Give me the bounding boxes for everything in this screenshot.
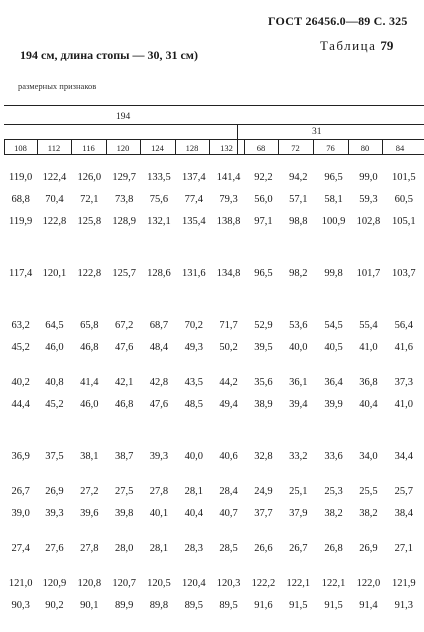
table-cell: 94,2 <box>289 171 308 183</box>
table-cell: 33,6 <box>324 450 343 462</box>
table-cell: 40,4 <box>359 398 378 410</box>
table-cell: 96,5 <box>254 267 273 279</box>
table-cell: 137,4 <box>181 171 206 183</box>
table-cell: 37,5 <box>45 450 64 462</box>
table-cell: 27,4 <box>11 542 30 554</box>
table-cell: 34,0 <box>359 450 378 462</box>
table-cell: 40,8 <box>45 376 64 388</box>
table-cell: 41,6 <box>394 341 413 353</box>
row-spacer <box>4 232 422 262</box>
table-cell: 46,8 <box>114 398 134 410</box>
table-cell: 122,8 <box>77 267 102 279</box>
table-row <box>4 502 422 524</box>
subheading: 194 см, длина стопы — 30, 31 см) <box>20 48 198 62</box>
table-cell: 25,3 <box>324 485 343 497</box>
table-cell: 37,9 <box>289 507 308 519</box>
table-cell: 28,5 <box>219 542 238 554</box>
table-cell: 55,4 <box>359 319 378 331</box>
table-cell: 47,6 <box>114 341 134 353</box>
column-separator <box>313 140 314 154</box>
table-cell: 64,5 <box>45 319 64 331</box>
table-cell: 135,4 <box>181 215 206 227</box>
table-cell: 27,5 <box>114 485 134 497</box>
table-cell: 120,3 <box>216 577 241 589</box>
measurement-table <box>4 166 422 616</box>
table-row <box>4 210 422 232</box>
table-cell: 38,2 <box>359 507 378 519</box>
table-cell: 40,1 <box>149 507 169 519</box>
group-label-foot: 31 <box>312 127 322 137</box>
table-cell: 41,0 <box>394 398 413 410</box>
table-cell: 75,6 <box>149 193 169 205</box>
table-cell: 117,4 <box>9 267 33 279</box>
table-cell: 90,3 <box>11 599 30 611</box>
table-cell: 35,6 <box>254 376 273 388</box>
table-cell: 101,5 <box>391 171 416 183</box>
spacer-cell <box>4 232 422 262</box>
table-cell: 120,7 <box>112 577 136 589</box>
table-cell: 40,7 <box>219 507 238 519</box>
table-cell: 120,9 <box>42 577 67 589</box>
table-cell: 40,4 <box>184 507 203 519</box>
table-cell: 128,9 <box>112 215 136 227</box>
table-cell: 28,3 <box>184 542 203 554</box>
spacer-cell <box>4 467 422 480</box>
column-header: 76 <box>326 143 335 153</box>
table-cell: 120,1 <box>42 267 67 279</box>
table-cell: 26,6 <box>254 542 273 554</box>
table-cell: 73,8 <box>114 193 134 205</box>
table-cell: 26,9 <box>45 485 64 497</box>
table-cell: 39,6 <box>80 507 99 519</box>
table-ref <box>320 38 393 54</box>
column-header: 116 <box>82 143 95 153</box>
column-separator <box>382 140 383 154</box>
table-cell: 89,5 <box>184 599 203 611</box>
table-cell: 44,2 <box>219 376 238 388</box>
row-spacer <box>4 358 422 371</box>
table-row <box>4 262 422 284</box>
table-cell: 91,5 <box>289 599 308 611</box>
table-cell: 40,0 <box>184 450 203 462</box>
table-cell: 50,2 <box>219 341 238 353</box>
table-cell: 28,1 <box>184 485 203 497</box>
table-cell: 122,1 <box>321 577 346 589</box>
page-ref: ГОСТ 26456.0—89 С. 325 <box>268 14 408 28</box>
table-cell: 27,2 <box>80 485 99 497</box>
table-cell: 38,4 <box>394 507 413 519</box>
table-cell: 32,8 <box>254 450 273 462</box>
table-cell: 43,5 <box>184 376 203 388</box>
table-cell: 49,3 <box>184 341 203 353</box>
table-cell: 49,4 <box>219 398 238 410</box>
table-cell: 77,4 <box>184 193 203 205</box>
table-cell: 122,2 <box>251 577 276 589</box>
table-cell: 89,5 <box>219 599 238 611</box>
table-cell: 119,9 <box>9 215 33 227</box>
header-rule-top <box>4 105 424 106</box>
column-separator <box>348 140 349 154</box>
table-cell: 60,5 <box>394 193 413 205</box>
table-cell: 129,7 <box>112 171 136 183</box>
table-cell: 39,3 <box>45 507 64 519</box>
table-cell: 37,3 <box>394 376 413 388</box>
table-cell: 102,8 <box>356 215 381 227</box>
spacer-cell <box>4 415 422 445</box>
table-cell: 138,8 <box>216 215 241 227</box>
table-cell: 27,8 <box>80 542 99 554</box>
table-cell: 33,2 <box>289 450 308 462</box>
table-row <box>4 393 422 415</box>
column-header: 128 <box>185 143 199 153</box>
table-cell: 120,8 <box>77 577 102 589</box>
spacer-cell <box>4 284 422 314</box>
table-cell: 134,8 <box>216 267 241 279</box>
table-cell: 45,2 <box>11 341 30 353</box>
table-cell: 90,1 <box>80 599 99 611</box>
table-cell: 65,8 <box>80 319 99 331</box>
table-cell: 126,0 <box>77 171 102 183</box>
table-row <box>4 572 422 594</box>
table-cell: 40,2 <box>11 376 30 388</box>
table-cell: 122,4 <box>42 171 67 183</box>
header-rule-groups <box>4 139 424 140</box>
table-cell: 38,7 <box>114 450 134 462</box>
table-cell: 122,0 <box>356 577 381 589</box>
table-cell: 98,2 <box>289 267 308 279</box>
table-cell: 38,1 <box>80 450 99 462</box>
column-separator <box>71 140 72 154</box>
table-cell: 91,3 <box>394 599 413 611</box>
table-cell: 56,0 <box>254 193 273 205</box>
table-cell: 25,7 <box>394 485 413 497</box>
group-label-height: 194 <box>116 112 131 122</box>
table-number: 79 <box>380 38 394 53</box>
table-cell: 40,5 <box>324 341 343 353</box>
table-cell: 46,8 <box>80 341 99 353</box>
table-cell: 128,6 <box>147 267 171 279</box>
spacer-cell <box>4 559 422 572</box>
table-row <box>4 371 422 393</box>
table-cell: 120,4 <box>181 577 206 589</box>
table-cell: 105,1 <box>391 215 416 227</box>
table-cell: 141,4 <box>216 171 241 183</box>
table-cell: 27,6 <box>45 542 64 554</box>
table-cell: 28,0 <box>114 542 134 554</box>
table-cell: 99,8 <box>324 267 343 279</box>
table-cell: 91,6 <box>254 599 273 611</box>
table-cell: 48,5 <box>184 398 203 410</box>
table-cell: 27,1 <box>394 542 413 554</box>
header-rule-mid <box>4 124 424 125</box>
table-cell: 25,5 <box>359 485 378 497</box>
table-cell: 96,5 <box>324 171 343 183</box>
table-cell: 36,8 <box>359 376 378 388</box>
table-cell: 56,4 <box>394 319 413 331</box>
table-cell: 38,2 <box>324 507 343 519</box>
table-cell: 71,7 <box>219 319 238 331</box>
table-cell: 99,0 <box>359 171 378 183</box>
table-cell: 38,9 <box>254 398 273 410</box>
column-header: 84 <box>395 143 405 153</box>
table-cell: 125,8 <box>77 215 102 227</box>
table-cell: 28,1 <box>149 542 169 554</box>
table-cell: 39,9 <box>324 398 343 410</box>
table-cell: 36,1 <box>289 376 308 388</box>
table-cell: 70,2 <box>184 319 203 331</box>
header-rule-bottom <box>4 154 424 155</box>
column-separator <box>106 140 107 154</box>
column-separator <box>278 140 279 154</box>
column-header: 72 <box>291 143 300 153</box>
column-header: 120 <box>116 143 130 153</box>
table-row <box>4 166 422 188</box>
table-cell: 122,8 <box>42 215 67 227</box>
table-row <box>4 314 422 336</box>
table-cell: 72,1 <box>80 193 99 205</box>
features-label: размерных признаков <box>18 81 97 91</box>
table-cell: 48,4 <box>149 341 169 353</box>
column-separator <box>140 140 141 154</box>
table-cell: 59,3 <box>359 193 378 205</box>
column-separator <box>175 140 176 154</box>
table-cell: 39,5 <box>254 341 273 353</box>
table-cell: 26,7 <box>289 542 308 554</box>
table-word: Таблица <box>320 38 377 53</box>
table-cell: 101,7 <box>356 267 381 279</box>
table-row <box>4 336 422 358</box>
table-row <box>4 188 422 210</box>
column-separator <box>209 140 210 154</box>
table-cell: 58,1 <box>324 193 343 205</box>
table-cell: 26,7 <box>11 485 30 497</box>
table-cell: 36,9 <box>11 450 30 462</box>
table-cell: 100,9 <box>321 215 346 227</box>
table-cell: 68,8 <box>11 193 30 205</box>
table-cell: 63,2 <box>11 319 30 331</box>
table-cell: 27,8 <box>149 485 169 497</box>
table-cell: 121,9 <box>391 577 416 589</box>
table-cell: 53,6 <box>289 319 308 331</box>
table-cell: 39,4 <box>289 398 308 410</box>
table-cell: 68,7 <box>149 319 169 331</box>
table-cell: 98,8 <box>289 215 308 227</box>
table-cell: 41,4 <box>80 376 99 388</box>
table-cell: 120,5 <box>147 577 171 589</box>
column-header: 68 <box>256 143 266 153</box>
table-cell: 34,4 <box>394 450 413 462</box>
table-cell: 103,7 <box>391 267 416 279</box>
table-row <box>4 445 422 467</box>
table-cell: 45,2 <box>45 398 64 410</box>
column-header: 132 <box>220 143 233 153</box>
table-cell: 46,0 <box>80 398 99 410</box>
column-separator <box>37 140 38 154</box>
table-cell: 125,7 <box>112 267 136 279</box>
spacer-cell <box>4 358 422 371</box>
table-cell: 39,8 <box>114 507 134 519</box>
table-cell: 97,1 <box>254 215 273 227</box>
table-cell: 46,0 <box>45 341 64 353</box>
table-cell: 36,4 <box>324 376 343 388</box>
table-body <box>4 166 422 616</box>
table-cell: 91,5 <box>324 599 343 611</box>
table-cell: 41,0 <box>359 341 378 353</box>
column-header: 80 <box>360 143 370 153</box>
table-cell: 42,8 <box>149 376 169 388</box>
table-row <box>4 480 422 502</box>
table-cell: 54,5 <box>324 319 343 331</box>
table-row <box>4 537 422 559</box>
table-cell: 37,7 <box>254 507 273 519</box>
table-cell: 92,2 <box>254 171 273 183</box>
table-cell: 40,0 <box>289 341 308 353</box>
table-cell: 89,8 <box>149 599 169 611</box>
row-spacer <box>4 415 422 445</box>
table-cell: 122,1 <box>286 577 311 589</box>
column-header: 112 <box>47 143 61 153</box>
table-cell: 119,0 <box>9 171 33 183</box>
table-cell: 42,1 <box>114 376 134 388</box>
table-cell: 40,6 <box>219 450 238 462</box>
table-cell: 131,6 <box>181 267 206 279</box>
table-cell: 39,3 <box>149 450 169 462</box>
row-spacer <box>4 559 422 572</box>
table-cell: 52,9 <box>254 319 273 331</box>
spacer-cell <box>4 524 422 537</box>
table-cell: 90,2 <box>45 599 64 611</box>
table-cell: 133,5 <box>147 171 171 183</box>
table-cell: 91,4 <box>359 599 378 611</box>
column-header: 124 <box>151 143 164 153</box>
table-cell: 26,9 <box>359 542 378 554</box>
table-cell: 79,3 <box>219 193 238 205</box>
row-spacer <box>4 284 422 314</box>
table-row <box>4 594 422 616</box>
table-cell: 132,1 <box>147 215 171 227</box>
table-cell: 28,4 <box>219 485 238 497</box>
column-separator <box>244 140 245 154</box>
row-spacer <box>4 467 422 480</box>
table-cell: 57,1 <box>289 193 308 205</box>
table-cell: 70,4 <box>45 193 64 205</box>
table-cell: 25,1 <box>289 485 308 497</box>
table-cell: 67,2 <box>114 319 134 331</box>
table-cell: 89,9 <box>114 599 134 611</box>
table-cell: 24,9 <box>254 485 273 497</box>
table-cell: 39,0 <box>11 507 30 519</box>
column-header: 108 <box>14 143 27 153</box>
table-cell: 47,6 <box>149 398 169 410</box>
table-cell: 121,0 <box>8 577 33 589</box>
table-cell: 44,4 <box>11 398 30 410</box>
table-cell: 26,8 <box>324 542 343 554</box>
row-spacer <box>4 524 422 537</box>
